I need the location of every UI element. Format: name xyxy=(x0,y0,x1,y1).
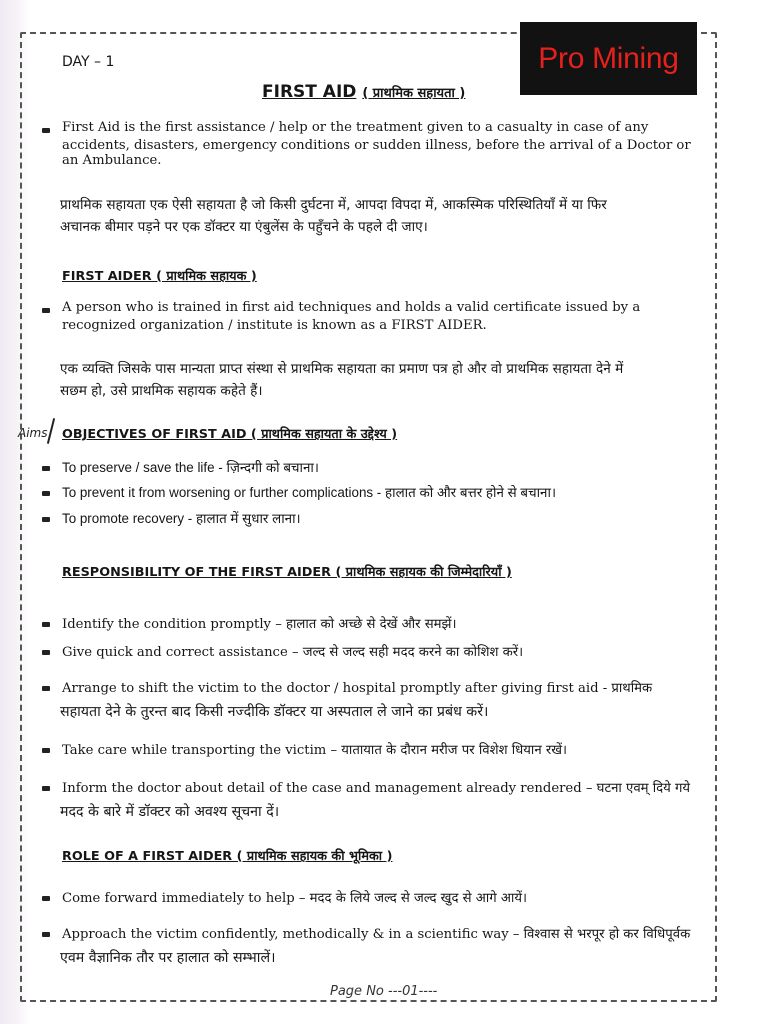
bullet-icon xyxy=(42,466,50,471)
responsibility-item: Arrange to shift the victim to the doctor / hospital promptly after giving first aid - प्राथमिक xyxy=(62,681,653,696)
intro-hindi-line: प्राथमिक सहायता एक ऐसी सहायता है जो किसी दुर्घटना में, आपदा विपदा में, आकस्मिक परिस्थितियाँ में या फिर xyxy=(60,197,607,213)
title-english: FIRST AID xyxy=(262,82,357,102)
first-aider-heading: FIRST AIDER ( प्राथमिक सहायक ) xyxy=(62,269,257,284)
responsibility-item: Give quick and correct assistance – जल्द से जल्द सही मदद करने का कोशिश करें। xyxy=(62,645,524,660)
responsibility-item-cont: सहायता देने के तुरन्त बाद किसी नज्दीकि डॉक्टर या अस्पताल ले जाने का प्रबंध करें। xyxy=(60,704,489,720)
first-aider-hindi-line: सछम हो, उसे प्राथमिक सहायक कहेते हैं। xyxy=(60,383,263,399)
bullet-icon xyxy=(42,517,50,522)
objective-item: To preserve / save the life - ज़िन्दगी को बचाना। xyxy=(62,460,319,475)
day-label: DAY – 1 xyxy=(62,54,115,70)
role-item: Approach the victim confidently, methodically & in a scientific way – विश्वास से भरपूर हो कर विधिपूर्वक xyxy=(62,927,691,942)
bullet-icon xyxy=(42,932,50,937)
bullet-icon xyxy=(42,622,50,627)
first-aider-line: recognized organization / institute is known as a FIRST AIDER. xyxy=(62,318,487,333)
logo-text: Pro Mining xyxy=(538,41,679,75)
objectives-heading: OBJECTIVES OF FIRST AID ( प्राथमिक सहायता के उद्देश्य ) xyxy=(62,427,398,442)
bullet-icon xyxy=(42,128,50,133)
role-heading: ROLE OF A FIRST AIDER ( प्राथमिक सहायक की भूमिका ) xyxy=(62,849,393,864)
bullet-icon xyxy=(42,491,50,496)
responsibility-heading: RESPONSIBILITY OF THE FIRST AIDER ( प्राथमिक सहायक की जिम्मेदारियाँ ) xyxy=(62,565,512,580)
bullet-icon xyxy=(42,786,50,791)
title-hindi: ( प्राथमिक सहायता ) xyxy=(362,86,466,101)
bullet-icon xyxy=(42,650,50,655)
responsibility-item: Identify the condition promptly – हालात को अच्छे से देखें और समझें। xyxy=(62,617,457,632)
first-aider-line: A person who is trained in first aid techniques and holds a valid certificate issued by a xyxy=(62,300,641,315)
bullet-icon xyxy=(42,686,50,691)
page-title xyxy=(262,82,465,102)
intro-line: First Aid is the first assistance / help or the treatment given to a casualty in case of any xyxy=(62,120,649,135)
first-aider-hindi-line: एक व्यक्ति जिसके पास मान्यता प्राप्त संस्था से प्राथमिक सहायता का प्रमाण पत्र हो और वो प्राथमिक सहायता देने में xyxy=(60,361,624,377)
page-number: Page No ---01---- xyxy=(330,984,438,999)
margin-note-aims: Aims xyxy=(18,426,48,440)
intro-hindi-line: अचानक बीमार पड़ने पर एक डॉक्टर या एंबुलेंस के पहुँचने के पहले दी जाए। xyxy=(60,219,428,235)
bullet-icon xyxy=(42,748,50,753)
bullet-icon xyxy=(42,308,50,313)
role-item: Come forward immediately to help – मदद के लिये जल्द से जल्द खुद से आगे आयें। xyxy=(62,891,527,906)
bullet-icon xyxy=(42,896,50,901)
pro-mining-logo xyxy=(520,22,697,95)
responsibility-item: Inform the doctor about detail of the case and management already rendered – घटना एवम् दिये गये xyxy=(62,781,691,796)
intro-line: an Ambulance. xyxy=(62,153,162,168)
objective-item: To prevent it from worsening or further complications - हालात को और बत्तर होने से बचाना। xyxy=(62,485,557,500)
role-item-cont: एवम वैज्ञानिक तौर पर हालात को सम्भालें। xyxy=(60,950,276,966)
intro-line: accidents, disasters, emergency conditions or sudden illness, before the arrival of a Doctor or xyxy=(62,138,691,153)
objective-item: To promote recovery - हालात में सुधार लाना। xyxy=(62,511,301,526)
responsibility-item-cont: मदद के बारे में डॉक्टर को अवश्य सूचना दें। xyxy=(60,804,280,820)
responsibility-item: Take care while transporting the victim – यातायात के दौरान मरीज पर विशेश धियान रखें। xyxy=(62,743,568,758)
